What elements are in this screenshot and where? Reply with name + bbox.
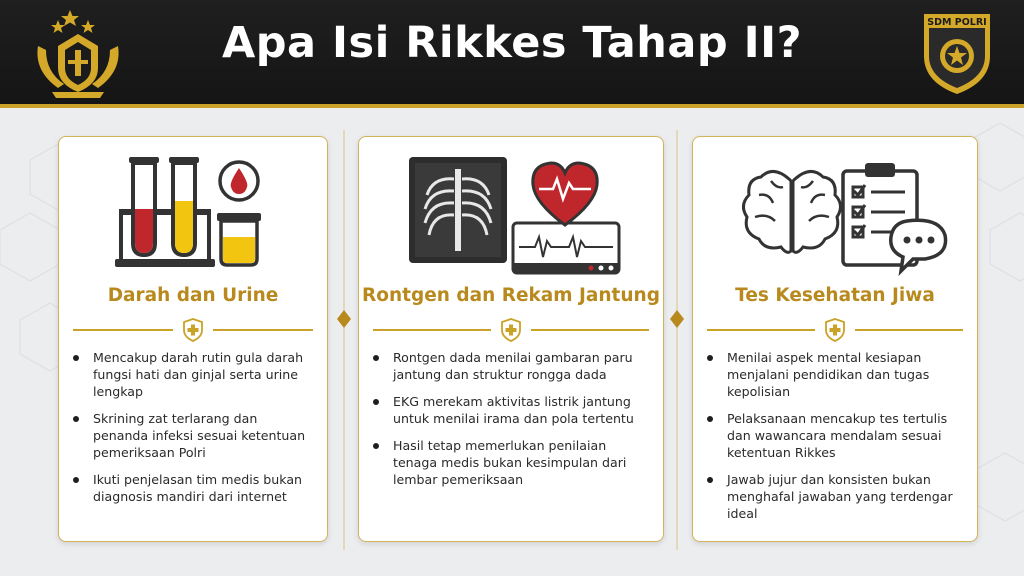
diamond-separator-icon xyxy=(337,310,351,328)
list-item: Mencakup darah rutin gula darah fungsi hati dan ginjal serta urine lengkap xyxy=(71,349,311,400)
xray-heart-monitor-icon xyxy=(359,151,665,281)
list-item: Rontgen dada menilai gambaran paru jantung dan struktur rongga dada xyxy=(371,349,651,383)
brain-checklist-chat-icon xyxy=(693,151,979,281)
card-title: Rontgen dan Rekam Jantung xyxy=(362,285,660,306)
card-title: Darah dan Urine xyxy=(107,285,279,306)
test-tubes-blood-drop-urine-cup-icon xyxy=(59,151,329,281)
card-separator xyxy=(343,130,345,550)
list-item: Jawab jujur dan konsisten bukan menghafal jawaban yang terdengar ideal xyxy=(705,471,967,522)
diamond-separator-icon xyxy=(670,310,684,328)
divider-right xyxy=(213,329,313,331)
divider-left xyxy=(73,329,173,331)
card-xray-heart xyxy=(358,136,664,542)
medical-shield-icon xyxy=(824,318,846,342)
page-title: Apa Isi Rikkes Tahap II? xyxy=(221,18,803,68)
list-item: Menilai aspek mental kesiapan menjalani pendidikan dan tugas kepolisian xyxy=(705,349,967,400)
bullet-list xyxy=(71,349,311,515)
divider-right xyxy=(855,329,963,331)
card-separator xyxy=(676,130,678,550)
medical-shield-icon xyxy=(182,318,204,342)
card-mental-health xyxy=(692,136,978,542)
medical-shield-icon xyxy=(500,318,522,342)
list-item: Skrining zat terlarang dan penanda infeksi sesuai ketentuan pemeriksaan Polri xyxy=(71,410,311,461)
bullet-list xyxy=(705,349,967,532)
card-title: Tes Kesehatan Jiwa xyxy=(735,285,935,306)
sdm-polri-badge-icon xyxy=(920,10,994,96)
sdm-polri-label: SDM POLRI xyxy=(927,17,987,28)
divider-left xyxy=(373,329,491,331)
bullet-list xyxy=(371,349,651,498)
list-item: Hasil tetap memerlukan penilaian tenaga medis bukan kesimpulan dari lembar pemeriksaan xyxy=(371,437,651,488)
list-item: Pelaksanaan mencakup tes tertulis dan wawancara mendalam sesuai ketentuan Rikkes xyxy=(705,410,967,461)
divider-right xyxy=(531,329,649,331)
header-gold-line xyxy=(0,104,1024,108)
list-item: EKG merekam aktivitas listrik jantung untuk menilai irama dan pola tertentu xyxy=(371,393,651,427)
list-item: Ikuti penjelasan tim medis bukan diagnosis mandiri dari internet xyxy=(71,471,311,505)
divider-left xyxy=(707,329,815,331)
card-blood-urine xyxy=(58,136,328,542)
